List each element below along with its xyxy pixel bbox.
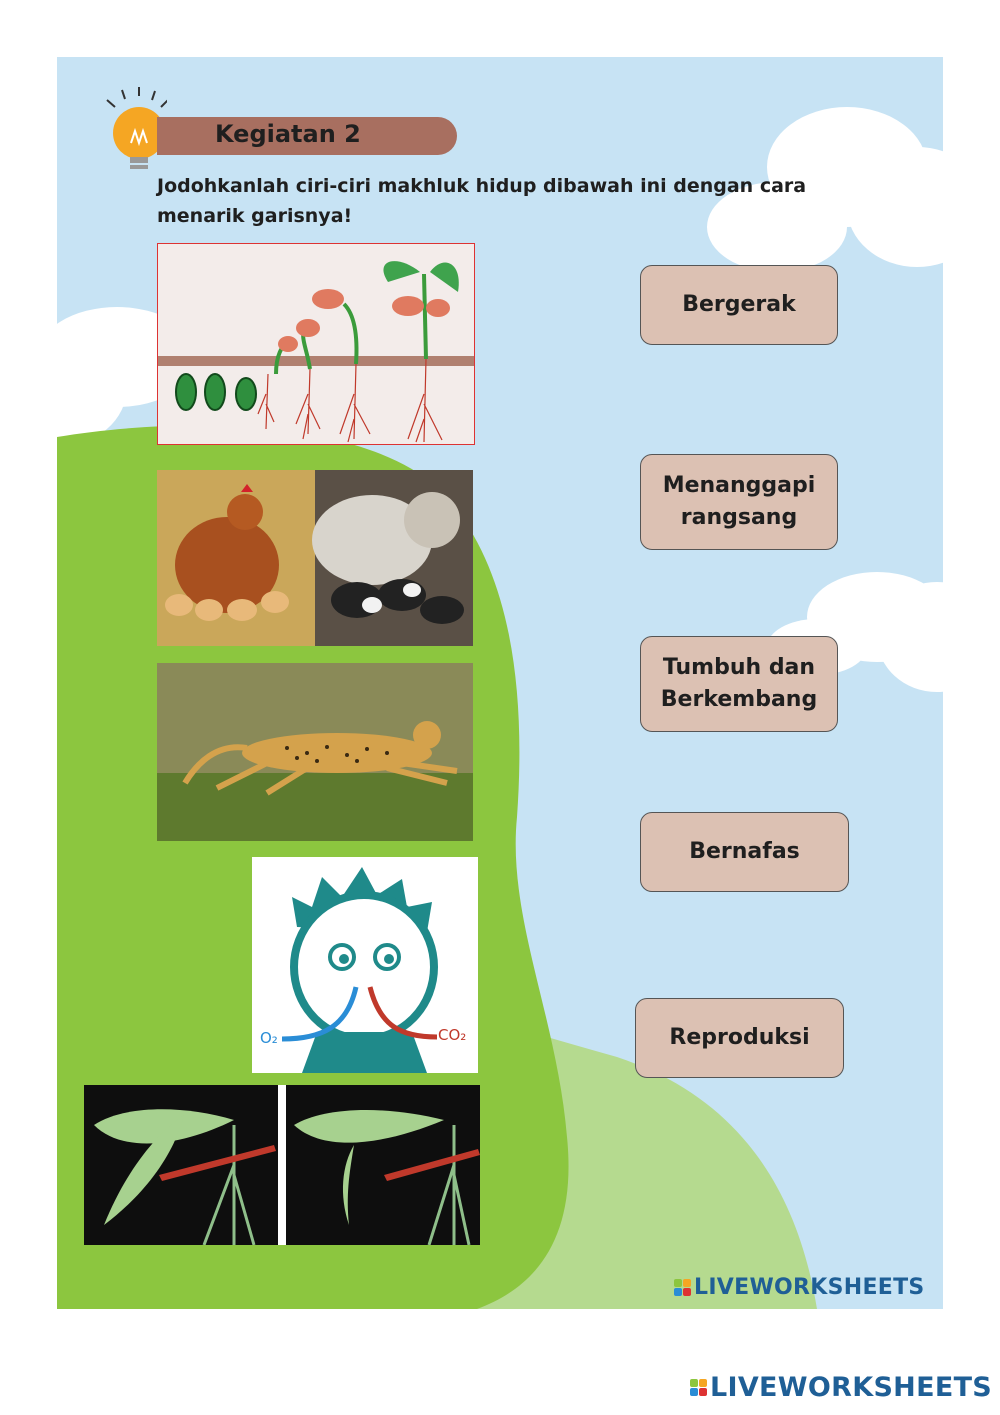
worksheet-page <box>57 57 943 1309</box>
instruction-text: Jodohkanlah ciri-ciri makhluk hidup dibawah ini dengan cara menarik garisnya! <box>157 175 807 227</box>
page-title: Kegiatan 2 <box>215 120 361 148</box>
co2-label: CO₂ <box>438 1026 467 1044</box>
option-reproduksi[interactable] <box>635 998 844 1078</box>
option-label: Menanggapi rangsang <box>662 473 816 530</box>
boy-breathing-image <box>252 857 478 1073</box>
liveworksheets-logo-outer[interactable] <box>690 1372 992 1403</box>
option-bergerak[interactable] <box>640 265 838 345</box>
cheetah-running-image <box>157 663 473 841</box>
option-label: Tumbuh dan Berkembang <box>660 655 818 712</box>
o2-label: O₂ <box>260 1029 278 1047</box>
liveworksheets-icon <box>674 1279 691 1296</box>
option-tumbuh-dan-berkembang[interactable] <box>640 636 838 732</box>
plant-growth-image <box>157 243 475 445</box>
hen-and-cat-image <box>157 470 473 646</box>
liveworksheets-icon <box>690 1379 707 1396</box>
option-label: Reproduksi <box>669 1025 810 1050</box>
option-label: Bernafas <box>689 839 800 864</box>
liveworksheets-text: LIVEWORKSHEETS <box>710 1372 993 1403</box>
liveworksheets-text: LIVEWORKSHEETS <box>694 1275 925 1300</box>
option-bernafas[interactable] <box>640 812 849 892</box>
option-menanggapi-rangsang[interactable] <box>640 454 838 550</box>
liveworksheets-logo-inner <box>674 1275 925 1300</box>
option-label: Bergerak <box>682 292 796 317</box>
mimosa-touch-image <box>84 1085 480 1245</box>
